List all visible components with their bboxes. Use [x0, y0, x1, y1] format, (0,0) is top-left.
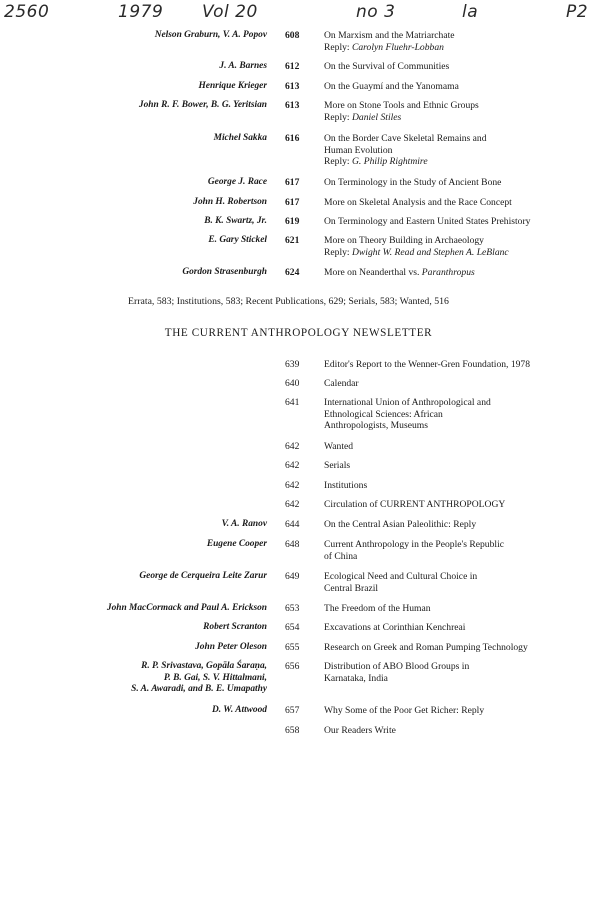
entry-title: [324, 216, 594, 228]
entry-title: [324, 603, 594, 615]
entry-author: [222, 519, 267, 531]
entry-page-number: 642: [285, 441, 300, 452]
entry-author: [207, 539, 267, 551]
entry-author: John R. F. Bower, B. G. Yeritsian: [138, 100, 267, 110]
reply-prefix: Reply:: [324, 246, 352, 258]
reply-prefix: Reply:: [324, 111, 352, 123]
entry-page-number: 658: [285, 725, 300, 736]
entry-title: [324, 177, 594, 189]
entry-title: [324, 61, 594, 73]
entry-page-number: 648: [285, 539, 300, 550]
reply-prefix: Reply:: [324, 41, 352, 53]
entry-author: Henrique Krieger: [198, 81, 267, 91]
entry-title-line: On the Guaymí and the Yanomama: [324, 81, 459, 92]
entry-title: [324, 100, 594, 123]
entry-page-number: 613: [285, 81, 300, 92]
entry-title-line: More on Theory Building in Archaeology: [324, 235, 484, 246]
entry-title: [324, 705, 594, 717]
entry-title: [324, 499, 594, 511]
entry-author-line: S. A. Awaradi, and B. E. Umapathy: [131, 684, 267, 694]
entry-title-line: Calendar: [324, 378, 359, 389]
handwritten-code: 2560: [4, 2, 50, 22]
entry-page-number: 639: [285, 359, 300, 370]
entry-page-number: 655: [285, 642, 300, 653]
entry-title: [324, 235, 594, 258]
entry-page-number: 641: [285, 397, 300, 408]
entry-title-line: Distribution of ABO Blood Groups in: [324, 661, 470, 672]
handwritten-volume: Vol 20: [202, 2, 258, 22]
entry-page-number: 640: [285, 378, 300, 389]
entry-author-line: V. A. Ranov: [221, 519, 267, 529]
entry-page-number: 642: [285, 499, 300, 510]
entry-title: [324, 441, 594, 453]
entry-title-line: More on Skeletal Analysis and the Race Concept: [324, 197, 512, 208]
entry-title: [324, 460, 594, 472]
entry-page-number: 616: [285, 133, 300, 144]
entry-author: [212, 705, 267, 717]
entry-title-line: Ecological Need and Cultural Choice in: [324, 571, 478, 582]
entry-author: [139, 571, 267, 583]
entry-title: [324, 622, 594, 634]
entry-title: [324, 571, 594, 594]
entry-title-line: Wanted: [324, 441, 354, 452]
entry-page-number: 613: [285, 100, 300, 111]
entry-page-number: 657: [285, 705, 300, 716]
entry-title: [324, 539, 594, 562]
entry-title-line: Editor's Report to the Wenner-Gren Foundation, 1978: [324, 359, 531, 370]
handwritten-mark: la: [462, 2, 479, 22]
entry-author-line: George de Cerqueira Leite Zarur: [139, 571, 267, 581]
entry-title-line: Ethnological Sciences: African: [324, 408, 443, 420]
entry-title-line: Current Anthropology in the People's Republic: [324, 539, 504, 550]
entry-reply: [324, 247, 594, 259]
entry-page-number: 621: [285, 235, 300, 246]
entry-page-number: 642: [285, 460, 300, 471]
entry-title-line: Anthropologists, Museums: [324, 420, 428, 431]
entry-page-number: 649: [285, 571, 300, 582]
reply-author: Dwight W. Read and Stephen A. LeBlanc: [351, 246, 509, 258]
entry-title: [324, 480, 594, 492]
entry-author: B. K. Swartz, Jr.: [204, 216, 267, 226]
entry-title-line: Human Evolution: [324, 144, 393, 156]
errata-line: Errata, 583; Institutions, 583; Recent Publications, 629; Serials, 583; Wanted, 516: [128, 296, 449, 307]
entry-title: [324, 81, 594, 93]
entry-title: [324, 267, 594, 279]
entry-author-line: P. B. Gai, S. V. Hittalmani,: [163, 672, 267, 683]
entry-title-line: Excavations at Corinthian Kenchreai: [324, 622, 466, 633]
entry-page-number: 617: [285, 177, 300, 188]
entry-title-line: More on Neanderthal vs. Paranthropus: [324, 267, 475, 278]
reply-author: Daniel Stiles: [351, 111, 402, 123]
entry-title: [324, 661, 594, 684]
handwritten-number: no 3: [356, 2, 396, 22]
entry-title-line: Karnataka, India: [324, 672, 388, 684]
entry-page-number: 612: [285, 61, 300, 72]
entry-title-line: of China: [324, 550, 358, 562]
entry-title-line: On the Survival of Communities: [324, 61, 450, 72]
entry-title: [324, 197, 594, 209]
newsletter-heading: THE CURRENT ANTHROPOLOGY NEWSLETTER: [164, 327, 433, 339]
entry-author: John H. Robertson: [193, 197, 267, 207]
entry-author: Nelson Graburn, V. A. Popov: [154, 30, 267, 40]
entry-title: [324, 133, 594, 168]
entry-title: [324, 725, 594, 737]
entry-title-line: On Terminology and Eastern United States Prehistory: [324, 216, 531, 227]
entry-author: [107, 603, 267, 615]
entry-title: [324, 359, 594, 371]
entry-title-line: Circulation of CURRENT ANTHROPOLOGY: [324, 499, 506, 510]
entry-page-number: 654: [285, 622, 300, 633]
entry-title-line: On Marxism and the Matriarchate: [324, 30, 455, 41]
entry-title-italic: Paranthropus: [421, 267, 475, 278]
entry-title-line: Serials: [324, 460, 351, 471]
reply-prefix: Reply:: [324, 156, 352, 167]
entry-title: [324, 378, 594, 390]
entry-page-number: 653: [285, 603, 300, 614]
entry-author-line: D. W. Attwood: [211, 705, 267, 715]
entry-author: E. Gary Stickel: [208, 235, 267, 245]
entry-title: [324, 30, 594, 53]
entry-title-line: On the Border Cave Skeletal Remains and: [324, 133, 487, 144]
entry-title-line: On the Central Asian Paleolithic: Reply: [324, 519, 477, 530]
entry-title-line: Central Brazil: [324, 582, 379, 594]
entry-author: [131, 661, 267, 696]
entry-author: Michel Sakka: [213, 133, 267, 143]
entry-author-line: John MacCormack and Paul A. Erickson: [106, 603, 267, 613]
entry-author: Gordon Strasenburgh: [182, 267, 267, 277]
entry-page-number: 644: [285, 519, 300, 530]
entry-page-number: 619: [285, 216, 300, 227]
entry-reply: [324, 42, 594, 54]
entry-author-line: John Peter Oleson: [195, 642, 267, 652]
reply-author: Carolyn Fluehr-Lobban: [351, 41, 444, 53]
entry-author: George J. Race: [207, 177, 267, 187]
entry-author: [203, 622, 267, 634]
entry-title-line: Institutions: [324, 480, 368, 491]
handwritten-page-mark: P2: [566, 2, 589, 22]
handwritten-year: 1979: [118, 2, 164, 22]
entry-title-line: Our Readers Write: [324, 725, 396, 736]
entry-title-line: Research on Greek and Roman Pumping Technology: [324, 642, 528, 653]
entry-title-line: The Freedom of the Human: [324, 603, 431, 614]
entry-title-line: International Union of Anthropological and: [324, 397, 491, 408]
entry-author-line: Robert Scranton: [203, 622, 267, 632]
entry-reply: [324, 156, 594, 168]
entry-reply: [324, 112, 594, 124]
entry-author-line: Eugene Cooper: [206, 539, 267, 549]
entry-page-number: 608: [285, 30, 300, 41]
entry-page-number: 624: [285, 267, 300, 278]
entry-title: [324, 519, 594, 531]
entry-page-number: 617: [285, 197, 300, 208]
entry-page-number: 642: [285, 480, 300, 491]
entry-title-line: Why Some of the Poor Get Richer: Reply: [324, 705, 485, 716]
entry-page-number: 656: [285, 661, 300, 672]
entry-title-line: On Terminology in the Study of Ancient Bone: [324, 177, 502, 188]
entry-title: [324, 397, 594, 432]
entry-author: [195, 642, 267, 654]
entry-title-line: More on Stone Tools and Ethnic Groups: [324, 100, 479, 111]
entry-author: J. A. Barnes: [219, 61, 267, 71]
reply-author: G. Philip Rightmire: [351, 156, 428, 167]
entry-title: [324, 642, 594, 654]
entry-author-line: R. P. Srivastava, Gopāla Śaraṇa,: [141, 661, 267, 671]
